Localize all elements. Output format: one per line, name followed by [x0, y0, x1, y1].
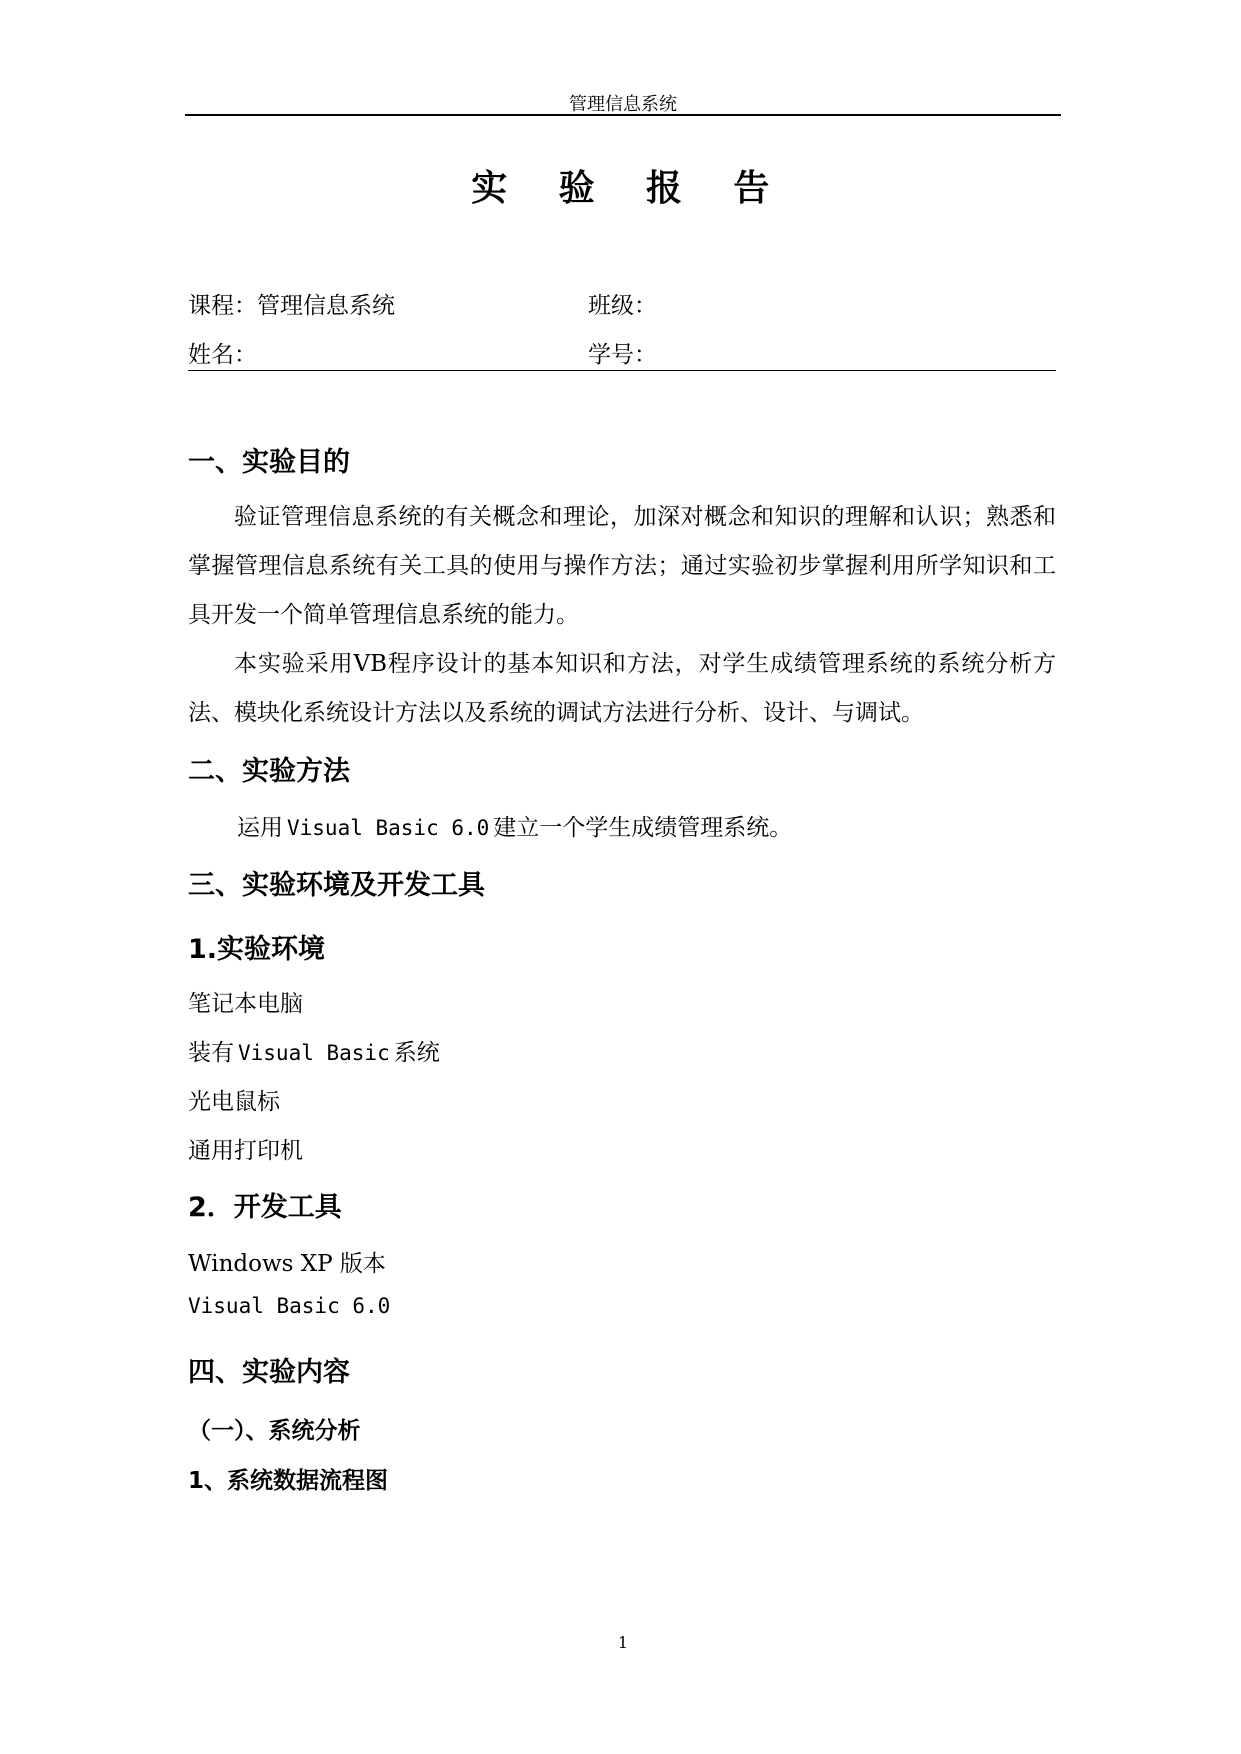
subheading-environment: 1.实验环境: [188, 934, 326, 965]
env-software-name: Visual Basic: [238, 1041, 390, 1065]
env-item-printer: 通用打印机: [188, 1138, 303, 1164]
env-item-software: [188, 1034, 440, 1067]
env-item-mouse: 光电鼠标: [188, 1089, 280, 1115]
course-field: [188, 287, 395, 320]
page-number: 1: [617, 1633, 629, 1652]
subheading-system-analysis: （一）、系统分析: [188, 1418, 361, 1444]
method-prefix: 运用: [237, 815, 283, 841]
section-heading-method: 二、实验方法: [188, 756, 350, 787]
section-heading-purpose: 一、实验目的: [188, 447, 350, 478]
name-label: 姓名：: [188, 342, 257, 368]
student-id-label: 学号：: [588, 342, 657, 368]
env-software-suffix: 系统: [393, 1040, 440, 1066]
tool-item-vb: Visual Basic 6.0: [188, 1294, 391, 1318]
header-rule: [185, 114, 1061, 116]
info-rule: [188, 370, 1056, 371]
env-software-prefix: 装有: [188, 1040, 234, 1066]
course-value: 管理信息系统: [257, 293, 395, 319]
class-label: 班级：: [588, 293, 657, 319]
paragraph-method: [237, 809, 792, 842]
paragraph-purpose-1: 验证管理信息系统的有关概念和理论，加深对概念和知识的理解和认识；熟悉和掌握管理信息系统有关工具的使用与操作方法；通过实验初步掌握利用所学知识和工具开发一个简单管理信息系统的能力。: [188, 504, 1056, 628]
method-suffix: 建立一个学生成绩管理系统。: [493, 815, 793, 841]
section-heading-content: 四、实验内容: [188, 1357, 350, 1388]
env-item-laptop: 笔记本电脑: [188, 991, 303, 1017]
tool-item-os: Windows XP 版本: [188, 1251, 386, 1277]
document-title: 实 验 报 告: [471, 167, 775, 209]
paragraph-purpose-2: 本实验采用VB程序设计的基本知识和方法，对学生成绩管理系统的系统分析方法、模块化系统设计方法以及系统的调试方法进行分析、设计、与调试。: [188, 651, 1056, 726]
section-heading-environment: 三、实验环境及开发工具: [188, 870, 485, 901]
running-header: 管理信息系统: [569, 94, 677, 115]
course-label: 课程：: [188, 293, 257, 319]
subheading-data-flow: 1、系统数据流程图: [188, 1468, 389, 1494]
method-software: Visual Basic 6.0: [287, 816, 490, 840]
subheading-tools: 2．开发工具: [188, 1192, 342, 1223]
